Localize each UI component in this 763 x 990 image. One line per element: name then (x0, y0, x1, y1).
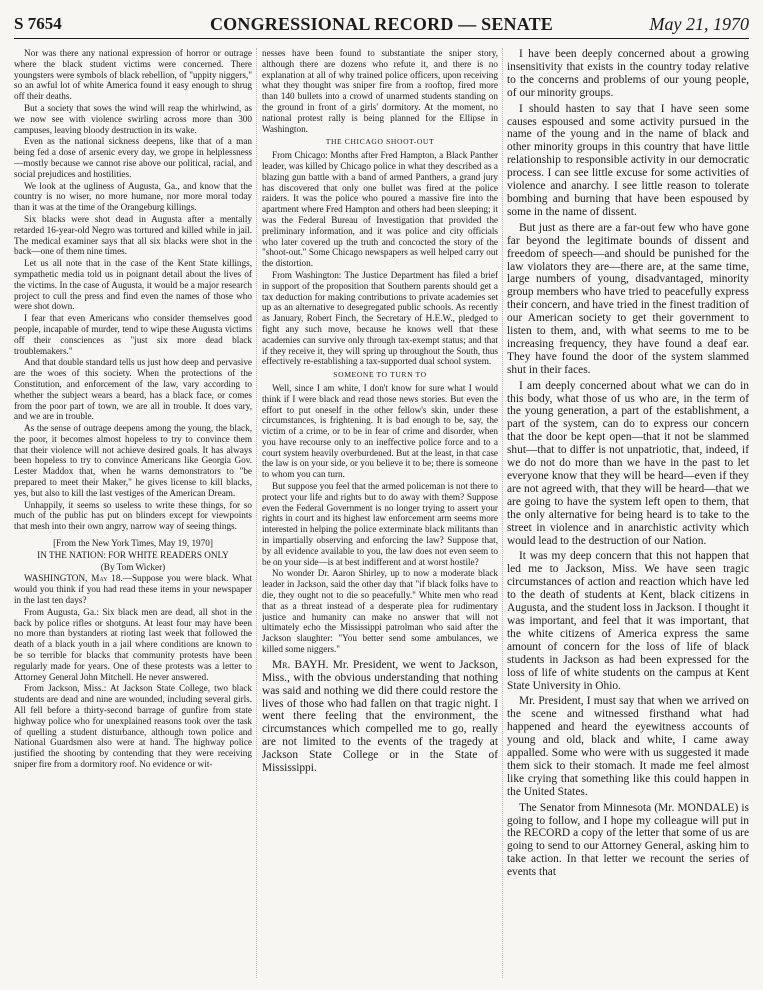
paragraph: We look at the ugliness of Augusta, Ga., and know that the country is no wiser, no more humane, nor more moral today than it was at the time of the Orangeburg killings. (14, 180, 252, 213)
paragraph: I should hasten to say that I have seen some causes espoused and some activity pursued in the name of the young and in the name of black and other minority groups in this country that have little relationship to responsible activity in our democratic process. I can see little excuse for some activities of violence and anarchy. I see little reason to tolerate bombing and burning that have been espoused by some in the name of dissent. (507, 102, 749, 218)
paragraph (262, 659, 498, 775)
paragraph: Mr. President, I must say that when we arrived on the scene and witnessed firsthand what had happened and heard the eyewitness accounts of young and old, black and white, I came away appalled. Some who were with us suggested it made them sick to their stomach. It made me feel almost like crying that something like this could happen in the United States. (507, 695, 749, 798)
paragraph: But suppose you feel that the armed policeman is not there to protect your life and rights but to do away with them? Suppose even the Federal Government is no longer trying to assert your rights in court and its highest law enforcement arm seems more interested in helping the police exterminate black militants than in impartially observing and enforcing the law? Suppose that, by all evidence available to you, the law does not even seem to be on your side—is at best indifferent and at worst hostile? (262, 481, 498, 567)
paragraph (14, 573, 252, 605)
paragraph: I have been deeply concerned about a growing insensitivity that exists in the country today relative to the concerns and problems of our young people, of our minority groups. (507, 48, 749, 99)
paragraph: As the sense of outrage deepens among the young, the black, the poor, it becomes almost hopeless to try to convince them that their violence will not achieve desired goals. It has always been hopeless to try to convince Americans like Georgia Gov. Lester Maddox that, when he warns demonstrators to "be prepared to meet their Maker," he gives license to kill blacks, yes, but also to kill the last vestiges of the American Dream. (14, 423, 252, 498)
paragraph-text: ) is going to follow, and I hope my colleague will put in the (507, 801, 749, 840)
paragraph: No wonder Dr. Aaron Shirley, up to now a moderate black leader in Jackson, said the other day that "if black folks have to die, they ought not to die so peacefully." White men who read that as a threat instead of a desperate plea for rudimentary justice and humanity can make no answer that will not ultimately echo the Mississippi patrolman who said after the Jackson slaughter: "You better send some ambulances, we killed some niggers." (262, 568, 498, 655)
column-3 (507, 48, 749, 984)
paragraph: Six blacks were shot dead in Augusta after a mentally retarded 16-year-old Negro was tortured and killed while in jail. The medical examiner says that all six blacks were shot in the back—one of them nine times. (14, 213, 252, 257)
column-divider (256, 48, 257, 978)
subheading: SOMEONE TO TURN TO (333, 370, 427, 380)
paragraph-text: a copy of the letter that some of us are going to send to our Attorney General, asking him to take action. In that letter we recount the series of events that (507, 827, 749, 879)
paragraph: I am deeply concerned about what we can do in this body, what those of us who are, in the term of the young generation, a part of the establishment, a part of the system, can do to express our concern that the door be kept open—that it not be slammed shut—that to differ is not unpatriotic, that, indeed, if we do not do more than we have in the past to let everyone know that they will be heard—even if they are not agreed with, that they will be heard—that we are going to have the system left open to them, that the only alternative for being heard is to take to the street in violence and in anarchistic activity which would lead to the destruction of our Nation. (507, 379, 749, 547)
paragraph: Even as the national sickness deepens, like that of a man being fed a dose of arsenic every day, we grope in helplessness—mostly because we cannot rise above our political, racial, and social prejudices and hostilities. (14, 136, 252, 179)
paragraph: Unhappily, it seems so useless to write these things, for so much of the public has put on blinders except for viewpoints that mesh into their own angry, narrow way of seeing things. (14, 499, 252, 532)
paragraph-text: —Suppose you were black. What would you think if you had read these items in your newspaper in the last ten days? (14, 573, 252, 606)
page-number: S 7654 (14, 14, 62, 33)
paragraph: From Chicago: Months after Fred Hampton, a Black Panther leader, was killed by Chicago police in what they described as a blazing gun battle with a band of armed Panthers, a grand jury has discovered that only one bullet was fired at the police raiders. It was the police who poured a massive fire into the apartment where Fred Hampton and others had been sleeping; it was the Federal Bureau of Investigation that provided the preliminary information, and it was police and city officials who later covered up the truth and concocted the story of the "shoot-out." Some Chicago newspapers as well helped carry out the distortion. (262, 150, 498, 269)
column-1 (14, 48, 252, 984)
paragraph: Nor was there any national expression of horror or outrage where the black student victims were concerned. There youngsters were symbols of black rebellion, of "uppity niggers," so an awful lot of white America found it easy enough to shrug off their deaths. (14, 48, 252, 102)
paragraph: But just as there are a far-out few who have gone far beyond the legitimate bounds of dissent and freedom of speech—and should be punished for the law violators they are—there are, at the same time, large numbers of young, disadvantaged, minority group members who have tried to peacefully express their concern, and have tried in the finest tradition of our American society to get their government to listen to them, and, with what seems to me to be increasing frequency, they have found a deaf ear. They have found the door of the system slammed shut in their faces. (507, 221, 749, 376)
article-heading: IN THE NATION: FOR WHITE READERS ONLY (37, 549, 229, 560)
paragraph: From Jackson, Miss.: At Jackson State College, two black students are dead and nine are wounded, including several girls. All fell before a thirty-second barrage of gunfire from state highway police who for unexplained reasons took over the task of quelling a student disturbance, although town police and National Guardsmen also were at hand. The highway police justified the shooting by contending that they were receiving sniper fire from a dormitory roof. No evidence or wit- (14, 683, 252, 769)
paragraph-text: The Senator from Minnesota (Mr. (519, 801, 678, 814)
publication-title: CONGRESSIONAL RECORD — SENATE (209, 14, 554, 34)
issue-date: May 21, 1970 (649, 14, 749, 34)
paragraph: Let us all note that in the case of the Kent State killings, sympathetic media told us in poignant detail about the lives of the victims. In the case of Augusta, it would be a major research project to cull the press and find even the names of those who were shot down. (14, 258, 252, 312)
column-divider (502, 48, 503, 978)
record-ref: RECORD (523, 827, 571, 840)
header-rule (14, 38, 749, 39)
speaker-name: Mr. BAYH. (272, 658, 329, 671)
paragraph: And that double standard tells us just how deep and pervasive are the woes of this society. When the protections of the Constitution, and enforcement of the law, vary according to whether the subject wears a beard, has a black face, or comes from the poor part of town, we are all in trouble. It does vary, and we are in trouble. (14, 357, 252, 422)
paragraph: I fear that even Americans who consider themselves good people, incapable of murder, tend to wipe these Augusta victims off their consciences as "just six more dead black troublemakers." (14, 313, 252, 356)
page-header (14, 14, 749, 40)
paragraph: Well, since I am white, I don't know for sure what I would think if I were black and read those news stories. But even the effort to put oneself in the other fellow's skin, under these circumstances, is frightening. It is bad enough to be, say, the victim of a crime, or to be in fear of crime and disorder, when you have recourse only to an ineffective police force and to a court system heavily overburdened. But at the least, in that case the law is on your side, or you believe it to be; there is someone to whom you can turn. (262, 382, 498, 480)
paragraph: It was my deep concern that this not happen that led me to Jackson, Miss. We have seen tragic circumstances of action and reaction which have led to the death of students at Kent, black citizens in Augusta, and the student loss in Jackson. I thought it was important, and feel that it was important, that the white citizens of America express the same amount of concern for the loss of life of black students in Jackson as had been expressed for the loss of life of white students on the campus at Kent State University in Ohio. (507, 550, 749, 692)
byline: (By Tom Wicker) (100, 561, 166, 572)
speech-text: Mr. President, we went to Jackson, Miss., with the obvious understanding that nothing was said and nothing we did there could restore the lives of those who had fallen on that tragic night. I went there feeling that the environment, the circumstances which compelled me to go, really are not limited to the events of the tragedy at Jackson State College or in the State of Mississippi. (262, 658, 498, 775)
paragraph: From Washington: The Justice Department has filed a brief in support of the proposition that Southern parents should get a tax deduction for making contributions to private academies set up as an alternative to desegregated public schools. As recently as January, Robert Finch, the Secretary of H.E.W., pledged to fight any such move, because he knows well that these academies can survive only through tax-exempt status; and that if they receive it, they will spring up throughout the South, thus effectively re-establishing a tax-supported dual school system. (262, 269, 498, 367)
dateline: WASHINGTON, May 18. (24, 573, 123, 584)
senator-name: MONDALE (677, 801, 735, 814)
subheading: THE CHICAGO SHOOT-OUT (325, 137, 435, 147)
paragraph: But a society that sows the wind will reap the whirlwind, as we now see with violence swirling across more than 300 campuses, leaving bloody destruction in its wake. (14, 102, 252, 135)
source-line: [From the New York Times, May 19, 1970] (53, 538, 213, 549)
column-2 (262, 48, 498, 984)
paragraph (507, 802, 749, 879)
paragraph: From Augusta, Ga.: Six black men are dead, all shot in the back by police rifles or shotguns. At least four may have been no more than bystanders at rioting last week that followed the death of a black youth in a jail where conditions are known to be so terrible for blacks that community protests have been regularly made for years. One of these protests was a letter to Attorney General John Mitchell. He never answered. (14, 606, 252, 682)
paragraph: nesses have been found to substantiate the sniper story, although there are dozens who refute it, and there is no explanation at all of why trained police officers, upon receiving what they thought was sniper fire from a rooftop, fired more than 140 bullets into a crowd of unarmed students standing on the ground in front of a girls' dormitory. At the moment, no national protest rally is being planned for the Ellipse in Washington. (262, 48, 498, 134)
